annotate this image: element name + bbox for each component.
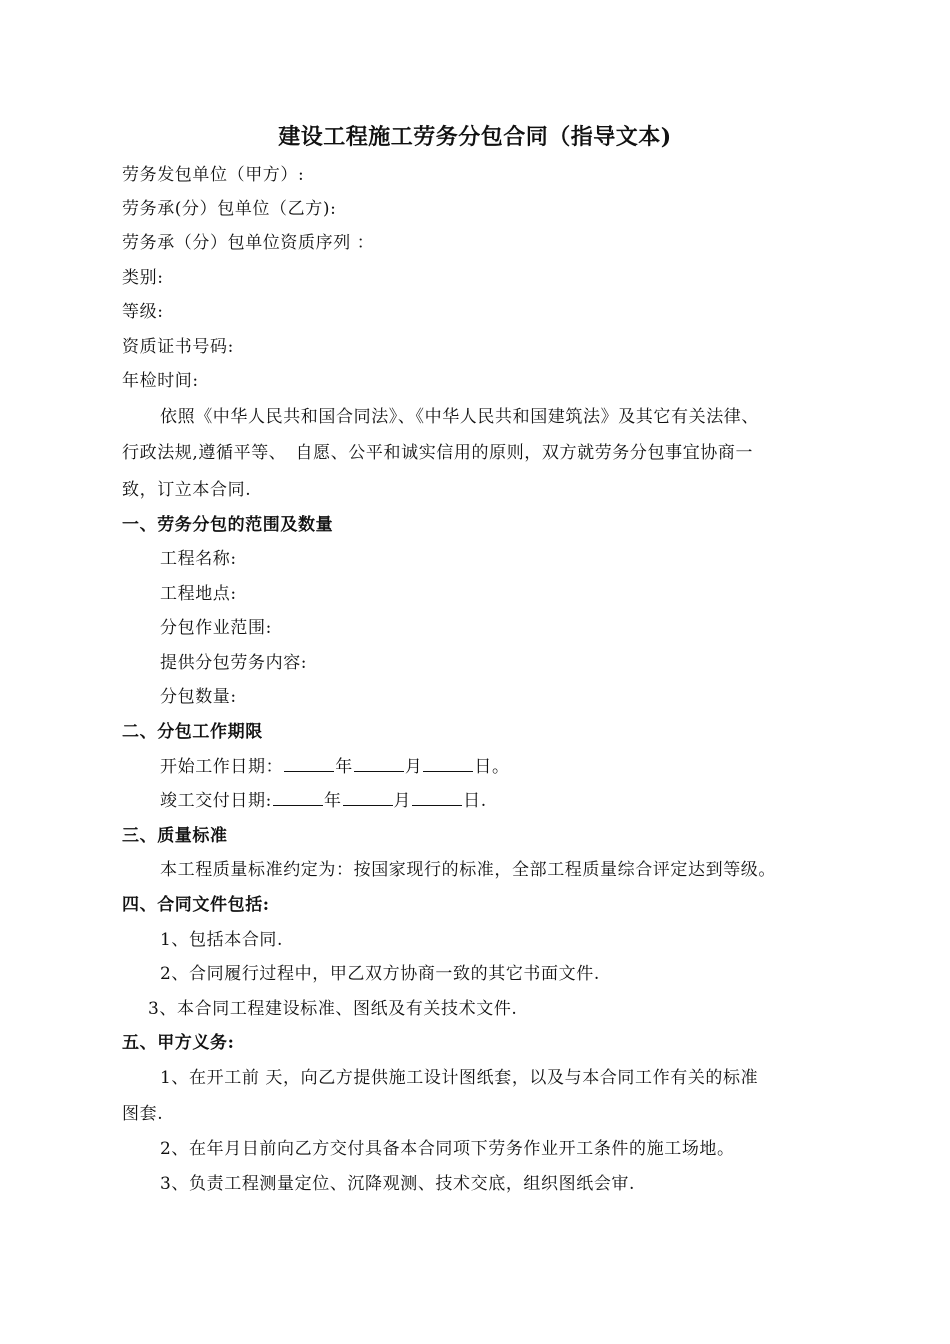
section-text: 本工程质量标准约定为：按国家现行的标准，全部工程质量综合评定达到等级。 [160, 860, 776, 880]
header-field-inspection: 年检时间: [122, 371, 199, 391]
year-label: 年 [335, 757, 353, 777]
section-item: 工程名称: [160, 549, 237, 569]
month-label: 月 [393, 791, 412, 811]
start-date-label: 开始工作日期： [160, 757, 284, 777]
section-item: 2、合同履行过程中，甲乙双方协商一致的其它书面文件. [160, 964, 600, 984]
end-date-line [160, 789, 487, 813]
blank-line [343, 791, 393, 806]
header-field-party-b: 劳务承(分）包单位（乙方): [122, 199, 337, 219]
section-item: 3、负责工程测量定位、沉降观测、技术交底，组织图纸会审. [160, 1174, 636, 1194]
section-item: 图套. [122, 1104, 164, 1124]
preamble-line: 致，订立本合同. [122, 480, 252, 500]
section-item: 1、在开工前 天，向乙方提供施工设计图纸套，以及与本合同工作有关的标准 [160, 1068, 759, 1088]
section-item: 3、本合同工程建设标准、图纸及有关技术文件. [148, 999, 518, 1019]
section-heading: 五、甲方义务: [122, 1033, 235, 1053]
preamble-line: 行政法规,遵循平等、 自愿、公平和诚实信用的原则，双方就劳务分包事宜协商一 [122, 443, 754, 463]
document-title: 建设工程施工劳务分包合同（指导文本) [278, 124, 672, 150]
year-label: 年 [323, 791, 342, 811]
blank-line [273, 791, 323, 806]
section-heading: 三、质量标准 [122, 826, 228, 846]
header-field-qualification: 劳务承（分）包单位资质序列 ： [122, 233, 375, 253]
section-item: 工程地点: [160, 584, 237, 604]
section-heading: 一、劳务分包的范围及数量 [122, 515, 334, 535]
section-item: 1、包括本合同. [160, 930, 284, 950]
section-heading: 四、合同文件包括: [122, 895, 270, 915]
blank-line [284, 757, 334, 772]
section-heading: 二、分包工作期限 [122, 722, 263, 742]
blank-line [412, 791, 462, 806]
blank-line [354, 757, 404, 772]
section-item: 分包数量: [160, 687, 237, 707]
header-field-category: 类别: [122, 268, 164, 288]
month-label: 月 [404, 757, 423, 777]
end-date-label: 竣工交付日期: [160, 791, 272, 811]
section-item: 分包作业范围: [160, 618, 272, 638]
blank-line [423, 757, 473, 772]
header-field-grade: 等级: [122, 302, 164, 322]
preamble-line: 依照《中华人民共和国合同法》、《中华人民共和国建筑法》及其它有关法律、 [160, 407, 759, 427]
day-label: 日. [463, 791, 487, 811]
header-field-certificate: 资质证书号码: [122, 337, 234, 357]
day-label: 日。 [474, 757, 510, 777]
header-field-party-a: 劳务发包单位（甲方）: [122, 165, 305, 185]
start-date-line [160, 755, 510, 779]
section-item: 提供分包劳务内容: [160, 653, 308, 673]
section-item: 2、在年月日前向乙方交付具备本合同项下劳务作业开工条件的施工场地。 [160, 1139, 735, 1159]
